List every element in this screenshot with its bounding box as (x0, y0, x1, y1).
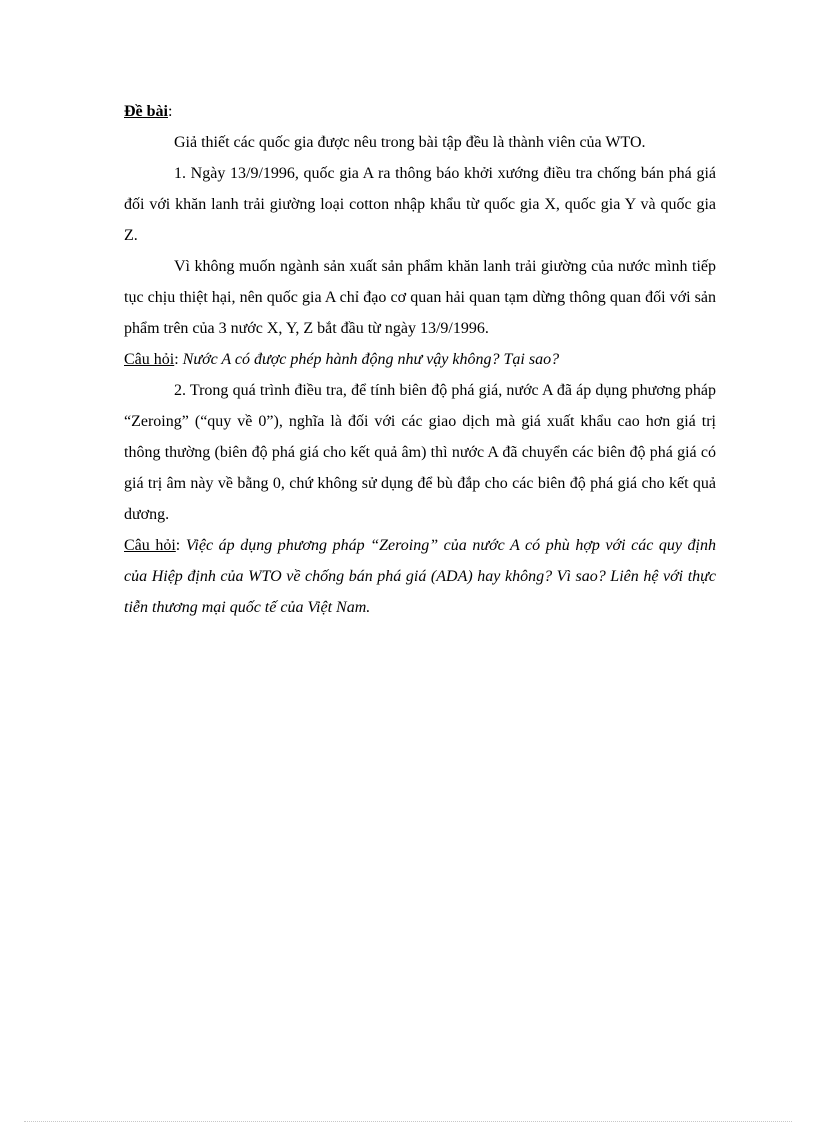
problem2-question (124, 530, 716, 623)
problem2-paragraph1: 2. Trong quá trình điều tra, để tính biên độ phá giá, nước A đã áp dụng phương pháp “Zeroing” (“quy về 0”), nghĩa là đối với các giao dịch mà giá xuất khẩu cao hơn giá trị thông thường (biên độ phá giá cho kết quả âm) thì nước A đã chuyển các biên độ phá giá có giá trị âm này về bằng 0, chứ không sử dụng để bù đắp cho các biên độ phá giá cho kết quả dương. (124, 382, 716, 523)
question-separator: : (174, 351, 183, 368)
question-text: Nước A có được phép hành động như vậy không? Tại sao? (182, 351, 560, 368)
question-label: Câu hỏi (124, 351, 175, 368)
heading-line (124, 96, 716, 127)
problem1-paragraph2: Vì không muốn ngành sản xuất sản phẩm khăn lanh trải giường của nước mình tiếp tục chịu thiệt hại, nên quốc gia A chỉ đạo cơ quan hải quan tạm dừng thông quan đối với sản phẩm trên của 3 nước X, Y, Z bắt đầu từ ngày 13/9/1996. (124, 258, 716, 337)
page-bottom-divider (24, 1121, 792, 1122)
intro-paragraph: Giả thiết các quốc gia được nêu trong bài tập đều là thành viên của WTO. (174, 134, 646, 151)
question-label: Câu hỏi (124, 537, 176, 554)
question-separator: : (175, 537, 186, 554)
heading-colon: : (168, 103, 173, 120)
document-page (124, 96, 716, 623)
question-text: Việc áp dụng phương pháp “Zeroing” của nước A có phù hợp với các quy định của Hiệp định của WTO về chống bán phá giá (ADA) hay không? Vì sao? Liên hệ với thực tiễn thương mại quốc tế của Việt Nam. (124, 537, 717, 616)
heading: Đề bài (124, 103, 168, 120)
problem1-paragraph1: 1. Ngày 13/9/1996, quốc gia A ra thông báo khởi xướng điều tra chống bán phá giá đối với khăn lanh trải giường loại cotton nhập khẩu từ quốc gia X, quốc gia Y và quốc gia Z. (124, 165, 716, 244)
problem1-question (124, 344, 716, 375)
